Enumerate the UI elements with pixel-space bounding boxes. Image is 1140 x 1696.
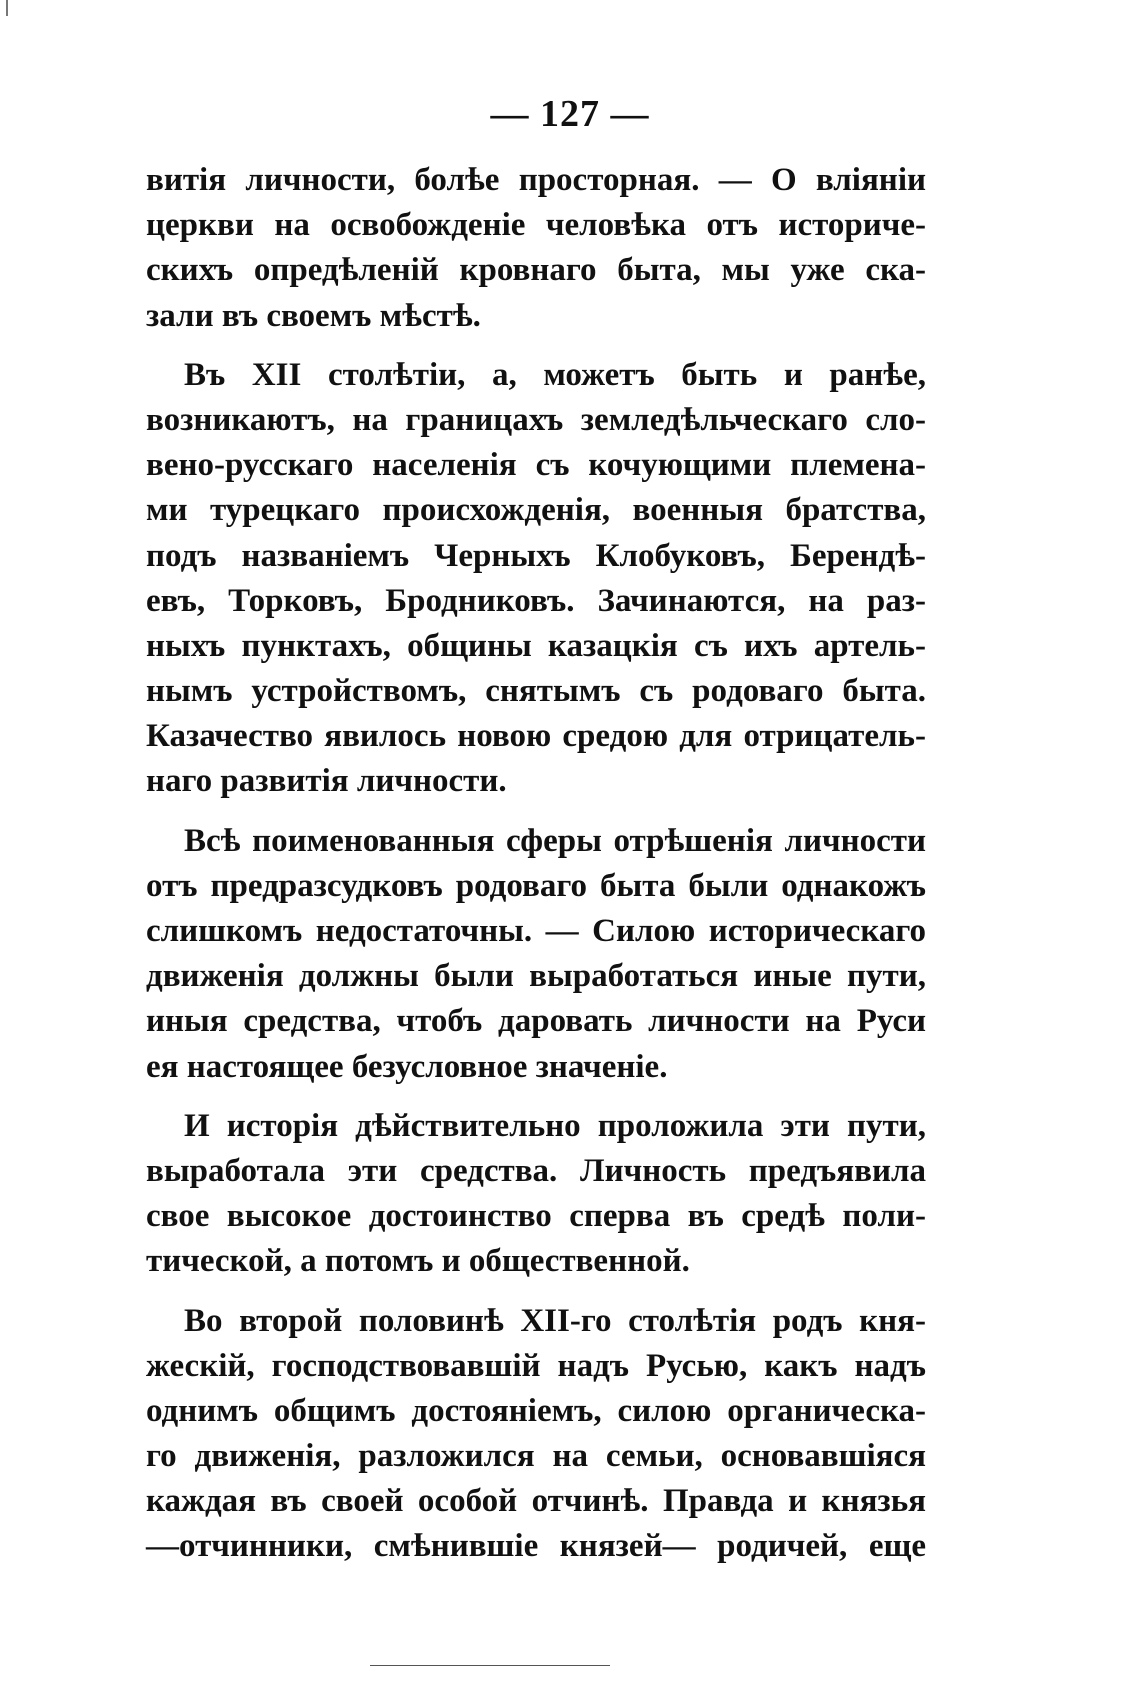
paragraph — [146, 1299, 926, 1570]
text-line: свое высокое достоинство сперва въ средѣ поли- — [146, 1198, 926, 1235]
paragraph-gap — [146, 339, 926, 353]
paragraph-gap — [146, 805, 926, 819]
text-line: иныя средства, чтобъ даровать личности на Руси — [146, 1003, 926, 1040]
text-line: подъ названіемъ Черныхъ Клобуковъ, Берендѣ- — [146, 537, 926, 574]
text-line: Всѣ поименованныя сферы отрѣшенія личности — [184, 822, 926, 859]
text-line: однимъ общимъ достояніемъ, силою органическа- — [146, 1392, 926, 1429]
bottom-rule — [370, 1665, 610, 1666]
page-number: — 127 — — [490, 93, 650, 135]
text-line: каждая въ своей особой отчинѣ. Правда и князья — [146, 1483, 926, 1520]
body-text — [146, 158, 926, 1570]
text-line: Въ XII столѣтіи, а, можетъ быть и ранѣе, — [184, 356, 926, 393]
text-line: скихъ опредѣленій кровнаго быта, мы уже ска- — [146, 252, 926, 289]
text-line: Во второй половинѣ XII-го столѣтія родъ кня- — [184, 1302, 926, 1339]
text-line: движенія должны были выработаться иные пути, — [146, 958, 926, 995]
paragraph-gap — [146, 1090, 926, 1104]
paragraph — [146, 1104, 926, 1285]
paragraph-gap — [146, 1285, 926, 1299]
paragraph — [146, 158, 926, 339]
text-line: наго развитія личности. — [146, 763, 507, 800]
text-line: Казачество явилось новою средою для отрицатель- — [146, 718, 926, 755]
page-edge-mark — [6, 0, 8, 16]
text-line: жескій, господствовавшій надъ Русью, какъ надъ — [146, 1347, 926, 1384]
text-line: —отчинники, смѣнившіе князей— родичей, еще — [146, 1528, 926, 1565]
text-line: И исторія дѣйствительно проложила эти пути, — [184, 1107, 926, 1144]
text-line: зали въ своемъ мѣстѣ. — [146, 297, 481, 334]
text-line: выработала эти средства. Личность предъявила — [146, 1152, 926, 1189]
text-line: го движенія, разложился на семьи, основавшіяся — [146, 1438, 926, 1475]
paragraph — [146, 819, 926, 1090]
text-line: церкви на освобожденіе человѣка отъ историче- — [146, 207, 926, 244]
text-line: вено-русскаго населенія съ кочующими племена- — [146, 447, 926, 484]
text-line: тической, а потомъ и общественной. — [146, 1243, 690, 1280]
text-line: возникаютъ, на границахъ земледѣльческаго сло- — [146, 401, 926, 438]
text-line: ея настоящее безусловное значеніе. — [146, 1048, 668, 1085]
text-line: витія личности, болѣе просторная. — О вліяніи — [146, 162, 926, 198]
text-line: ми турецкаго происхожденія, военныя братства, — [146, 492, 926, 529]
text-line: отъ предразсудковъ родоваго быта были однакожъ — [146, 867, 926, 904]
text-line: слишкомъ недостаточны. — Силою историческаго — [146, 913, 926, 949]
text-line: нымъ устройствомъ, снятымъ съ родоваго быта. — [146, 673, 926, 710]
text-line: ныхъ пунктахъ, общины казацкія съ ихъ артель- — [146, 627, 926, 664]
text-line: евъ, Торковъ, Бродниковъ. Зачинаются, на раз- — [146, 582, 926, 619]
paragraph — [146, 353, 926, 805]
